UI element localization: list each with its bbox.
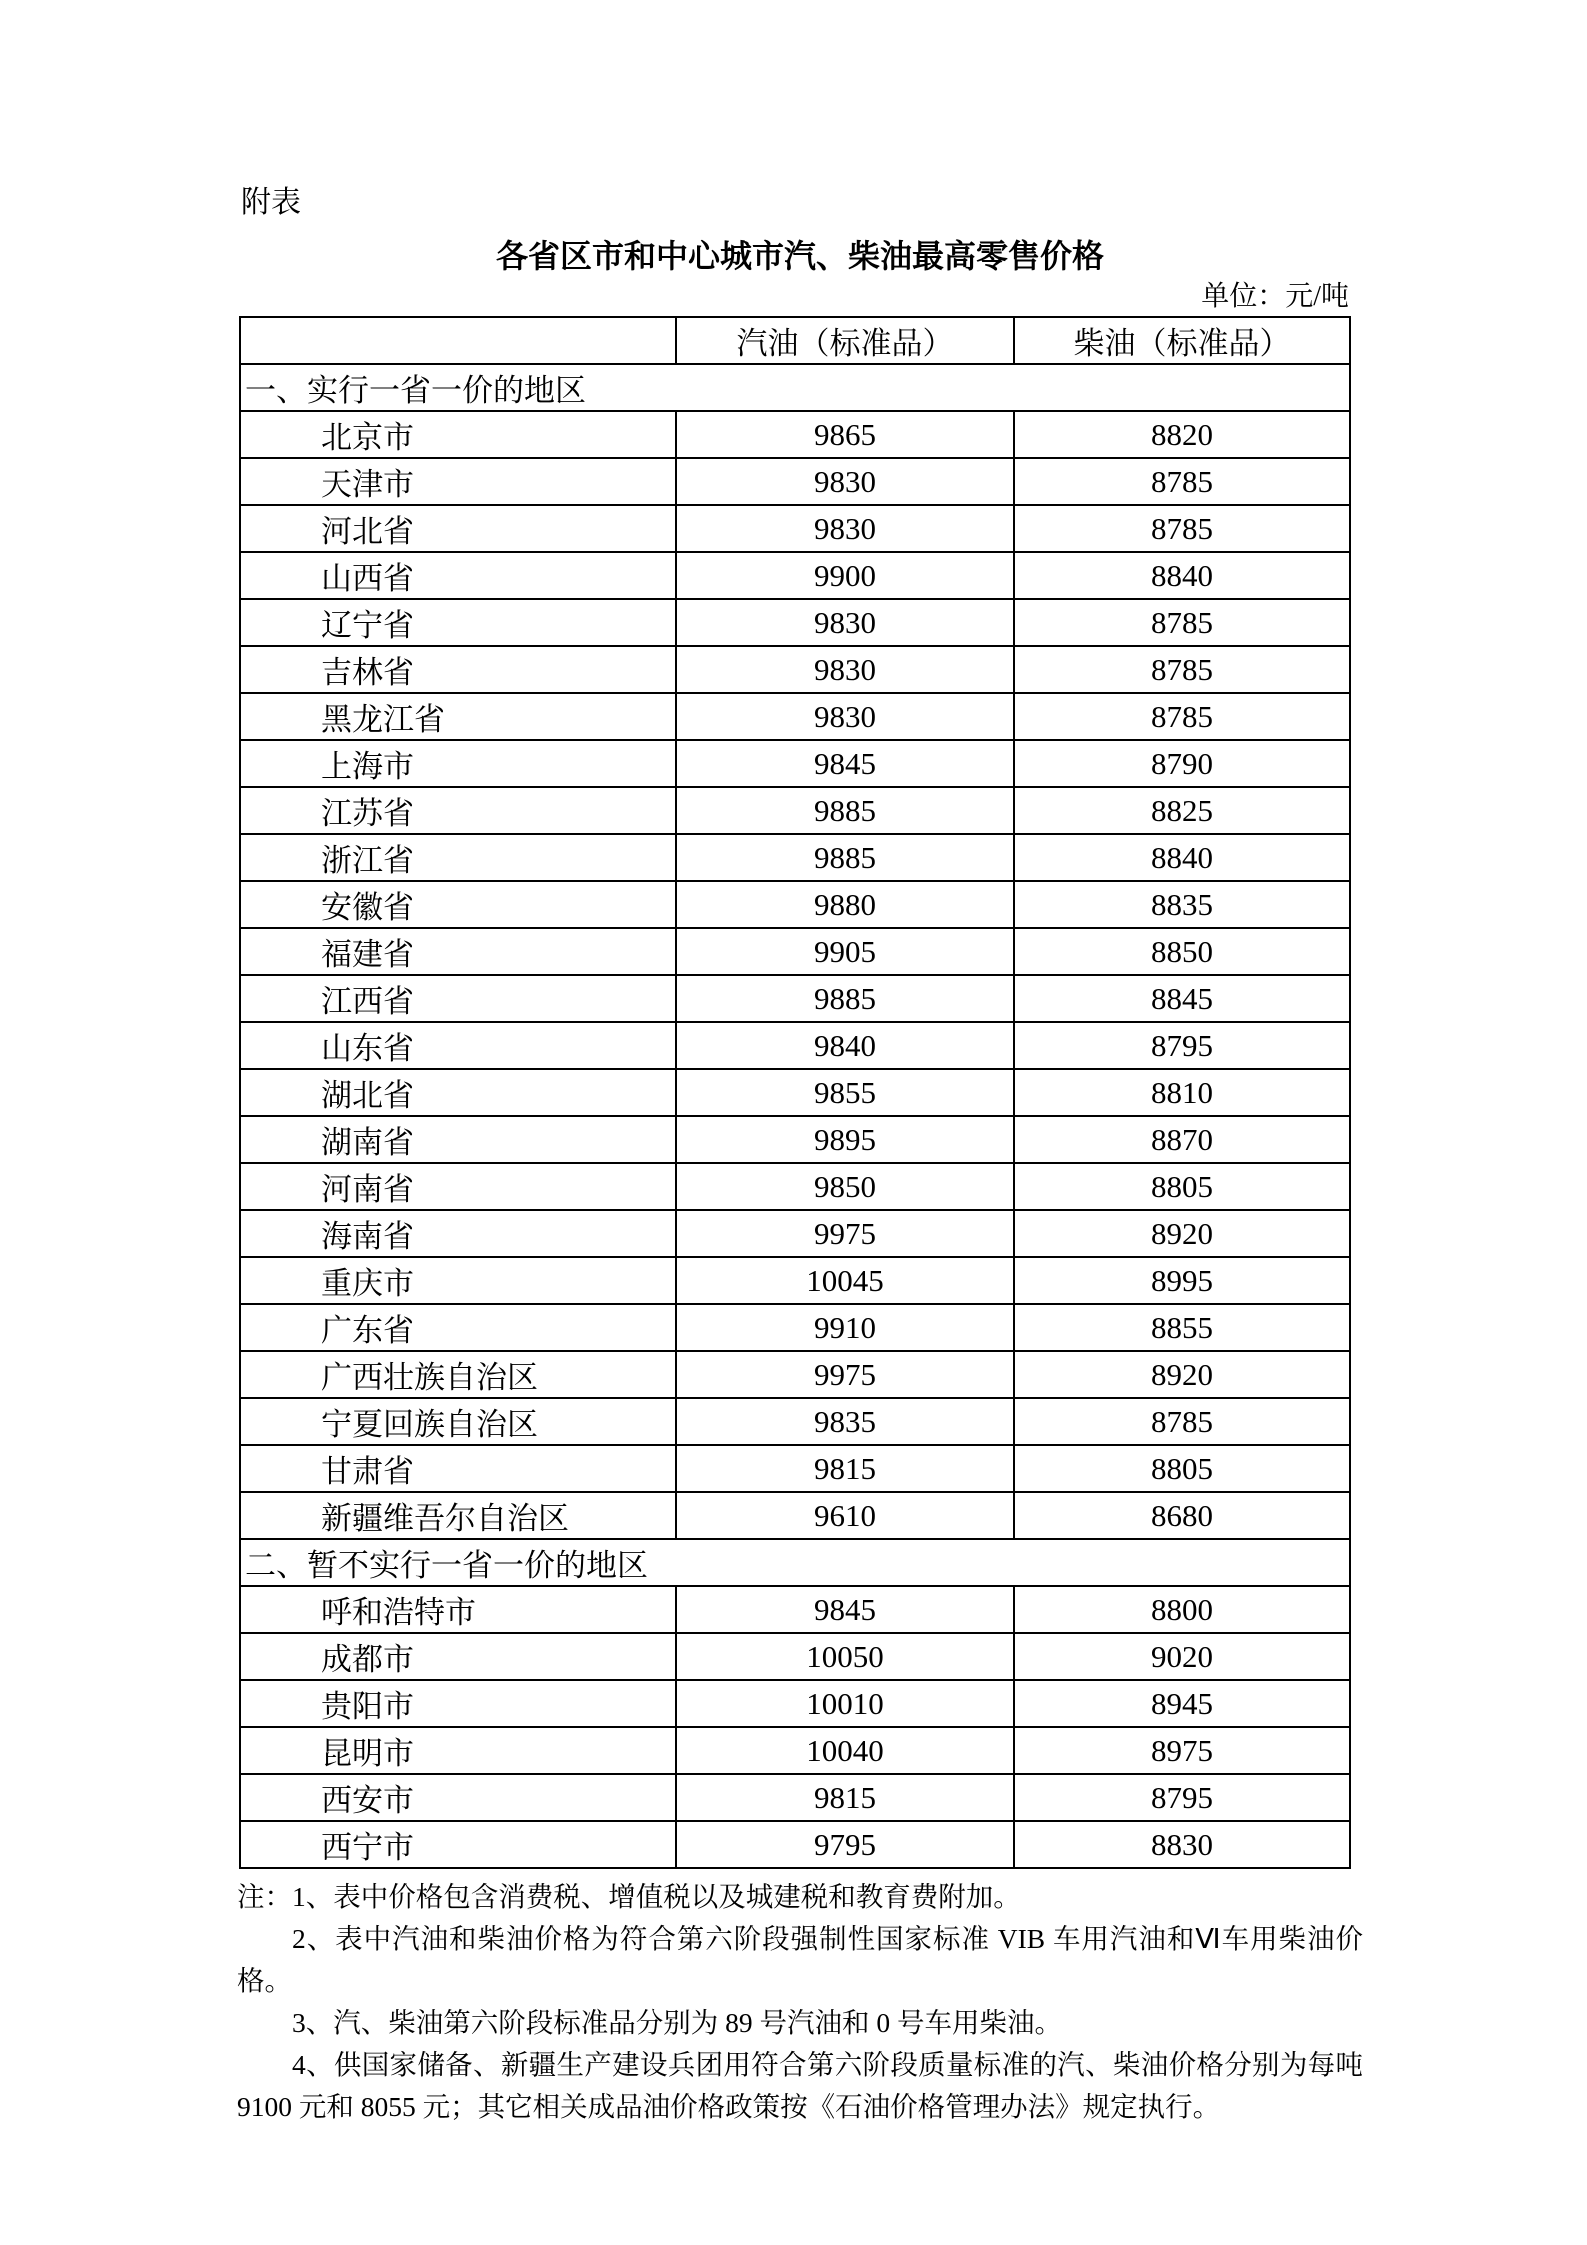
region-cell: 新疆维吾尔自治区: [240, 1492, 676, 1539]
gasoline-price-cell: 9880: [676, 881, 1014, 928]
table-row: [240, 411, 1350, 458]
gasoline-price-cell: 9895: [676, 1116, 1014, 1163]
diesel-price-cell: 8785: [1014, 1398, 1350, 1445]
gasoline-price-cell: 9910: [676, 1304, 1014, 1351]
table-row: [240, 881, 1350, 928]
region-cell: 西安市: [240, 1774, 676, 1821]
diesel-price-cell: 8870: [1014, 1116, 1350, 1163]
region-cell: 吉林省: [240, 646, 676, 693]
region-cell: 上海市: [240, 740, 676, 787]
table-row: [240, 1163, 1350, 1210]
unit-label: 单位：元/吨: [1201, 281, 1349, 312]
gasoline-price-cell: 9835: [676, 1398, 1014, 1445]
table-row: [240, 1398, 1350, 1445]
gasoline-price-cell: 9830: [676, 599, 1014, 646]
table-row: [240, 1633, 1350, 1680]
region-cell: 河北省: [240, 505, 676, 552]
note-line-1: 注：1、表中价格包含消费税、增值税以及城建税和教育费附加。: [237, 1881, 1021, 1912]
attachment-label: 附表: [241, 186, 301, 219]
table-row: [240, 458, 1350, 505]
column-header-region: [240, 317, 676, 364]
section-heading: 一、实行一省一价的地区: [240, 364, 1350, 411]
region-cell: 安徽省: [240, 881, 676, 928]
region-cell: 呼和浩特市: [240, 1586, 676, 1633]
region-cell: 西宁市: [240, 1821, 676, 1868]
region-cell: 山西省: [240, 552, 676, 599]
table-row: [240, 928, 1350, 975]
gasoline-price-cell: 9830: [676, 505, 1014, 552]
gasoline-price-cell: 9885: [676, 787, 1014, 834]
table-header-row: [240, 317, 1350, 364]
region-cell: 北京市: [240, 411, 676, 458]
section-heading-row: [240, 1539, 1350, 1586]
table-row: [240, 1774, 1350, 1821]
diesel-price-cell: 8825: [1014, 787, 1350, 834]
diesel-price-cell: 8820: [1014, 411, 1350, 458]
diesel-price-cell: 8975: [1014, 1727, 1350, 1774]
notes-block: [237, 1876, 1363, 2128]
region-cell: 江西省: [240, 975, 676, 1022]
gasoline-price-cell: 9830: [676, 646, 1014, 693]
table-row: [240, 552, 1350, 599]
diesel-price-cell: 8855: [1014, 1304, 1350, 1351]
note-line-2: 2、表中汽油和柴油价格为符合第六阶段强制性国家标准 VIB 车用汽油和Ⅵ车用柴油价格。: [237, 1923, 1363, 1996]
column-header-gasoline: 汽油（标准品）: [676, 317, 1014, 364]
table-row: [240, 599, 1350, 646]
gasoline-price-cell: 9795: [676, 1821, 1014, 1868]
diesel-price-cell: 8840: [1014, 552, 1350, 599]
region-cell: 贵阳市: [240, 1680, 676, 1727]
note-line-3: 3、汽、柴油第六阶段标准品分别为 89 号汽油和 0 号车用柴油。: [292, 2007, 1062, 2038]
gasoline-price-cell: 10040: [676, 1727, 1014, 1774]
column-header-diesel: 柴油（标准品）: [1014, 317, 1350, 364]
region-cell: 湖北省: [240, 1069, 676, 1116]
diesel-price-cell: 8785: [1014, 505, 1350, 552]
diesel-price-cell: 8680: [1014, 1492, 1350, 1539]
gasoline-price-cell: 9885: [676, 834, 1014, 881]
diesel-price-cell: 8845: [1014, 975, 1350, 1022]
note-line-4: 4、供国家储备、新疆生产建设兵团用符合第六阶段质量标准的汽、柴油价格分别为每吨 9100 元和 8055 元；其它相关成品油价格政策按《石油价格管理办法》规定执行。: [237, 2049, 1363, 2122]
region-cell: 湖南省: [240, 1116, 676, 1163]
document-page: [237, 0, 1363, 2128]
page-title: 各省区市和中心城市汽、柴油最高零售价格: [495, 238, 1104, 274]
region-cell: 成都市: [240, 1633, 676, 1680]
section-heading: 二、暂不实行一省一价的地区: [240, 1539, 1350, 1586]
table-row: [240, 1821, 1350, 1868]
table-row: [240, 1445, 1350, 1492]
table-row: [240, 1492, 1350, 1539]
diesel-price-cell: 8835: [1014, 881, 1350, 928]
region-cell: 广西壮族自治区: [240, 1351, 676, 1398]
gasoline-price-cell: 9850: [676, 1163, 1014, 1210]
table-row: [240, 975, 1350, 1022]
diesel-price-cell: 8790: [1014, 740, 1350, 787]
table-row: [240, 1727, 1350, 1774]
region-cell: 黑龙江省: [240, 693, 676, 740]
gasoline-price-cell: 9610: [676, 1492, 1014, 1539]
region-cell: 昆明市: [240, 1727, 676, 1774]
table-row: [240, 1680, 1350, 1727]
region-cell: 广东省: [240, 1304, 676, 1351]
region-cell: 辽宁省: [240, 599, 676, 646]
gasoline-price-cell: 10050: [676, 1633, 1014, 1680]
table-row: [240, 1351, 1350, 1398]
table-row: [240, 1210, 1350, 1257]
gasoline-price-cell: 9885: [676, 975, 1014, 1022]
gasoline-price-cell: 9975: [676, 1351, 1014, 1398]
diesel-price-cell: 9020: [1014, 1633, 1350, 1680]
diesel-price-cell: 8785: [1014, 599, 1350, 646]
region-cell: 福建省: [240, 928, 676, 975]
table-row: [240, 1116, 1350, 1163]
gasoline-price-cell: 9975: [676, 1210, 1014, 1257]
diesel-price-cell: 8945: [1014, 1680, 1350, 1727]
diesel-price-cell: 8850: [1014, 928, 1350, 975]
gasoline-price-cell: 9830: [676, 693, 1014, 740]
gasoline-price-cell: 9855: [676, 1069, 1014, 1116]
region-cell: 江苏省: [240, 787, 676, 834]
region-cell: 河南省: [240, 1163, 676, 1210]
diesel-price-cell: 8805: [1014, 1445, 1350, 1492]
diesel-price-cell: 8785: [1014, 693, 1350, 740]
table-row: [240, 693, 1350, 740]
table-row: [240, 1022, 1350, 1069]
gasoline-price-cell: 10045: [676, 1257, 1014, 1304]
region-cell: 宁夏回族自治区: [240, 1398, 676, 1445]
region-cell: 海南省: [240, 1210, 676, 1257]
gasoline-price-cell: 9845: [676, 1586, 1014, 1633]
gasoline-price-cell: 9840: [676, 1022, 1014, 1069]
gasoline-price-cell: 9845: [676, 740, 1014, 787]
diesel-price-cell: 8920: [1014, 1210, 1350, 1257]
diesel-price-cell: 8810: [1014, 1069, 1350, 1116]
diesel-price-cell: 8995: [1014, 1257, 1350, 1304]
diesel-price-cell: 8785: [1014, 458, 1350, 505]
section-heading-row: [240, 364, 1350, 411]
table-row: [240, 834, 1350, 881]
diesel-price-cell: 8805: [1014, 1163, 1350, 1210]
gasoline-price-cell: 9815: [676, 1774, 1014, 1821]
table-row: [240, 1586, 1350, 1633]
diesel-price-cell: 8830: [1014, 1821, 1350, 1868]
diesel-price-cell: 8800: [1014, 1586, 1350, 1633]
diesel-price-cell: 8840: [1014, 834, 1350, 881]
gasoline-price-cell: 9815: [676, 1445, 1014, 1492]
table-row: [240, 1257, 1350, 1304]
gasoline-price-cell: 9900: [676, 552, 1014, 599]
table-row: [240, 646, 1350, 693]
region-cell: 山东省: [240, 1022, 676, 1069]
gasoline-price-cell: 10010: [676, 1680, 1014, 1727]
region-cell: 浙江省: [240, 834, 676, 881]
region-cell: 天津市: [240, 458, 676, 505]
table-row: [240, 1069, 1350, 1116]
diesel-price-cell: 8795: [1014, 1022, 1350, 1069]
diesel-price-cell: 8920: [1014, 1351, 1350, 1398]
gasoline-price-cell: 9865: [676, 411, 1014, 458]
diesel-price-cell: 8795: [1014, 1774, 1350, 1821]
table-row: [240, 505, 1350, 552]
price-table: [239, 316, 1351, 1869]
table-row: [240, 1304, 1350, 1351]
table-row: [240, 740, 1350, 787]
diesel-price-cell: 8785: [1014, 646, 1350, 693]
region-cell: 重庆市: [240, 1257, 676, 1304]
gasoline-price-cell: 9830: [676, 458, 1014, 505]
region-cell: 甘肃省: [240, 1445, 676, 1492]
gasoline-price-cell: 9905: [676, 928, 1014, 975]
table-row: [240, 787, 1350, 834]
